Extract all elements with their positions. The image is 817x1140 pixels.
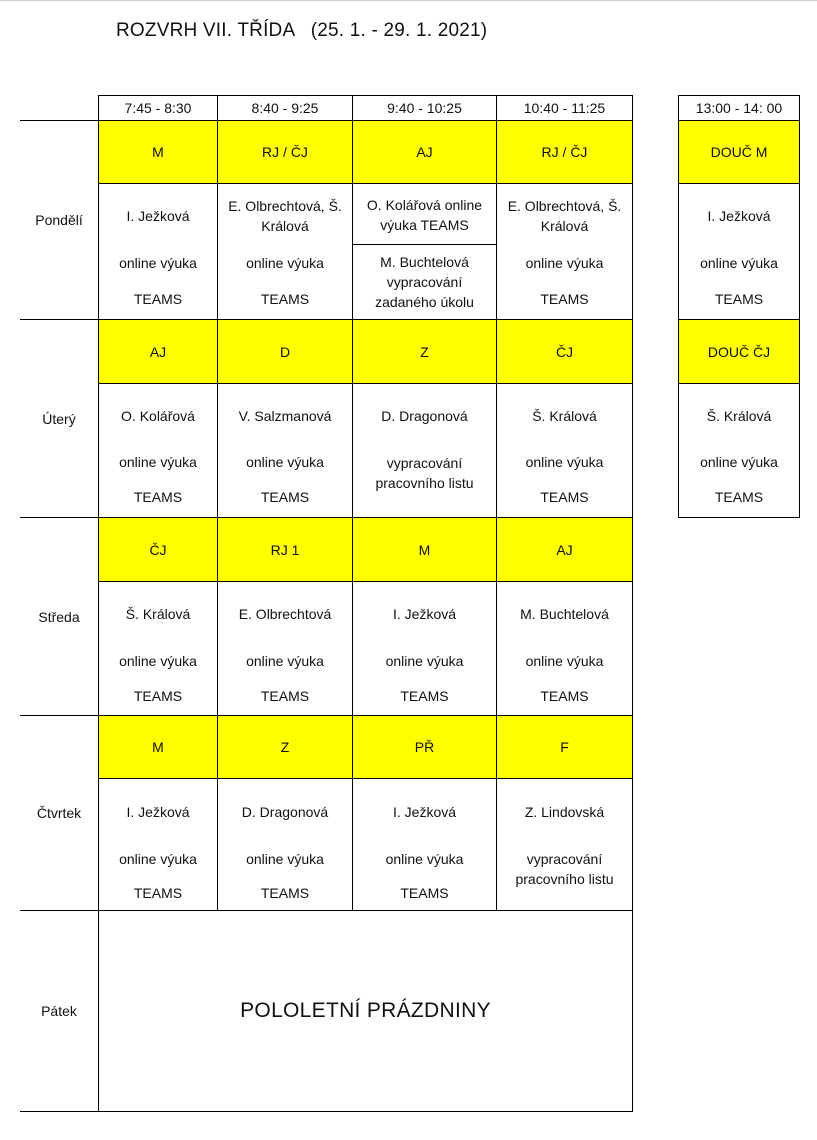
- teacher-cell: I. Ježková: [392, 606, 457, 622]
- subject-cell: ČJ: [149, 541, 167, 558]
- mode-cell: online výuka: [700, 454, 778, 470]
- subject-cell: RJ 1: [270, 541, 300, 558]
- grid-line: [353, 244, 496, 245]
- subject-cell: DOUČ ČJ: [707, 343, 771, 360]
- teacher-cell: Z. Lindovská: [524, 804, 605, 820]
- teacher-cell: I. Ježková: [707, 208, 771, 224]
- teacher-cell: Š. Králová: [706, 408, 772, 424]
- teacher-cell: E. Olbrechtová: [238, 606, 332, 622]
- platform-cell: TEAMS: [540, 291, 589, 307]
- time-header-1: 7:45 - 8:30: [124, 100, 192, 116]
- mode-cell: online výuka: [385, 851, 464, 867]
- platform-cell: TEAMS: [133, 885, 183, 901]
- mode-cell: online výuka: [119, 851, 197, 867]
- subject-cell: PŘ: [414, 739, 435, 755]
- subject-cell: M: [152, 144, 164, 160]
- platform-cell: TEAMS: [260, 489, 310, 505]
- mode-cell: online výuka: [385, 653, 464, 669]
- subject-cell: ČJ: [555, 343, 574, 360]
- page-title: ROZVRH VII. TŘÍDA (25. 1. - 29. 1. 2021): [116, 20, 488, 41]
- platform-cell: TEAMS: [714, 489, 764, 505]
- platform-cell: TEAMS: [133, 291, 183, 307]
- mode-cell: M. Buchtelová vypracování zadaného úkolu: [375, 254, 474, 310]
- subject-cell: AJ: [149, 343, 167, 360]
- teacher-cell: Š. Králová: [532, 408, 597, 424]
- grid-line: [99, 383, 632, 384]
- mode-cell: online výuka: [525, 255, 604, 271]
- platform-cell: TEAMS: [400, 688, 449, 704]
- teacher-cell: Š. Králová: [125, 606, 191, 622]
- holiday-banner: POLOLETNÍ PRÁZDNINY: [240, 999, 491, 1022]
- grid-line: [99, 183, 632, 184]
- subject-cell: Z: [420, 343, 429, 360]
- mode-cell: online výuka: [246, 851, 324, 867]
- mode-cell: online výuka: [246, 454, 324, 470]
- platform-cell: TEAMS: [133, 688, 183, 704]
- grid-line: [20, 1111, 632, 1112]
- teacher-cell: E. Olbrechtová, Š. Králová: [228, 198, 342, 234]
- day-label: Čtvrtek: [36, 805, 82, 821]
- teacher-cell: I. Ježková: [392, 804, 457, 820]
- mode-cell: online výuka: [246, 653, 324, 669]
- time-header-afternoon: 13:00 - 14: 00: [695, 100, 783, 116]
- day-label: Úterý: [42, 410, 76, 427]
- subject-cell: DOUČ M: [710, 144, 768, 160]
- day-label: Pondělí: [35, 212, 83, 228]
- mode-cell: online výuka: [246, 255, 324, 271]
- subject-cell: F: [560, 739, 569, 755]
- mode-cell: online výuka: [119, 653, 197, 669]
- mode-cell: vypracování pracovního listu: [515, 851, 614, 887]
- grid-line: [632, 95, 633, 1112]
- grid-line: [799, 95, 800, 518]
- platform-cell: TEAMS: [714, 291, 764, 307]
- time-header-3: 9:40 - 10:25: [387, 100, 462, 116]
- grid-line: [679, 517, 799, 518]
- subject-cell: AJ: [556, 541, 573, 558]
- teacher-cell: D. Dragonová: [241, 804, 329, 820]
- platform-cell: TEAMS: [400, 885, 449, 901]
- platform-cell: TEAMS: [260, 291, 310, 307]
- mode-cell: online výuka: [119, 255, 197, 271]
- grid-line: [99, 581, 632, 582]
- day-label: Pátek: [41, 1003, 77, 1019]
- subject-cell: M: [152, 739, 164, 755]
- grid-line: [99, 778, 632, 779]
- teacher-cell: O. Kolářová online výuka TEAMS: [366, 197, 483, 233]
- grid-line: [679, 383, 799, 384]
- mode-cell: online výuka: [119, 454, 197, 470]
- platform-cell: TEAMS: [133, 489, 183, 505]
- teacher-cell: M. Buchtelová: [520, 606, 609, 622]
- time-header-2: 8:40 - 9:25: [251, 100, 319, 116]
- mode-cell: online výuka: [525, 653, 604, 669]
- mode-cell: vypracování pracovního listu: [375, 455, 474, 491]
- grid-line: [679, 183, 799, 184]
- teacher-cell: D. Dragonová: [381, 408, 468, 424]
- subject-cell: D: [279, 343, 291, 360]
- day-label: Středa: [38, 608, 80, 625]
- platform-cell: TEAMS: [260, 885, 310, 901]
- teacher-cell: I. Ježková: [126, 804, 190, 820]
- subject-cell: RJ / ČJ: [262, 144, 308, 160]
- platform-cell: TEAMS: [540, 688, 589, 704]
- teacher-cell: V. Salzmanová: [238, 408, 332, 424]
- subject-cell: Z: [280, 739, 290, 755]
- subject-cell: AJ: [416, 144, 433, 160]
- mode-cell: online výuka: [525, 454, 604, 470]
- platform-cell: TEAMS: [260, 688, 310, 704]
- teacher-cell: O. Kolářová: [121, 408, 195, 424]
- teacher-cell: I. Ježková: [126, 208, 190, 224]
- page-top-border: [0, 0, 817, 1]
- subject-cell: RJ / ČJ: [541, 144, 588, 160]
- time-header-4: 10:40 - 11:25: [523, 100, 606, 116]
- platform-cell: TEAMS: [540, 489, 589, 505]
- teacher-cell: E. Olbrechtová, Š. Králová: [507, 198, 622, 234]
- mode-cell: online výuka: [700, 255, 778, 271]
- subject-cell: M: [418, 541, 431, 558]
